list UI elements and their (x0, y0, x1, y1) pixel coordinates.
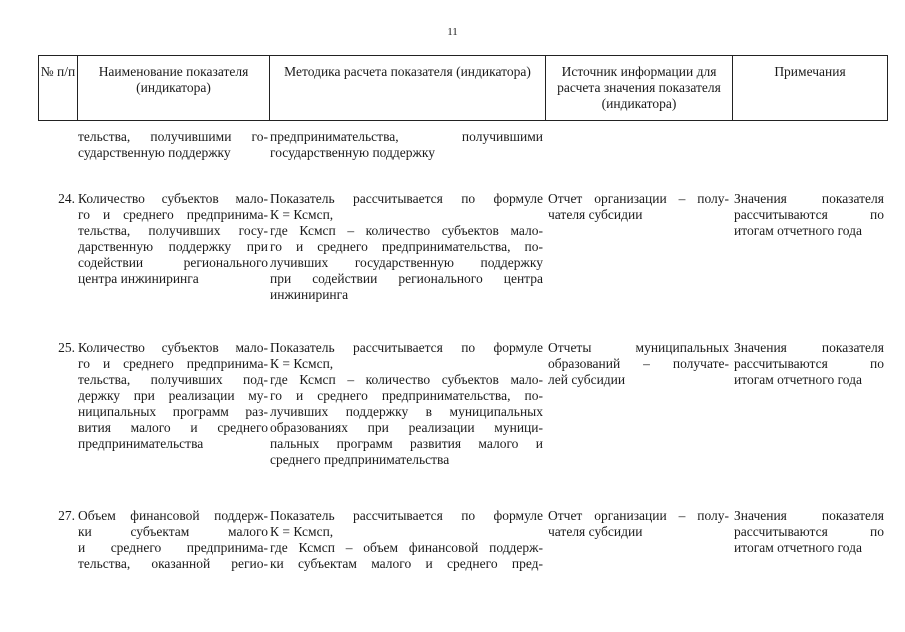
row-24-notes (734, 191, 884, 239)
row-notes-line: рассчитываются по (734, 356, 884, 371)
row-name-line: держку при реализации му- (78, 388, 268, 403)
row-source-line: чателя субсидии (548, 207, 643, 222)
row-source-line: Отчеты муниципальных (548, 340, 729, 355)
row-method-line: где Ксмсп – количество субъектов мало- (270, 372, 543, 387)
header-method: Методика расчета показателя (индикатора) (270, 56, 546, 120)
row-method-line: К = Ксмсп, (270, 524, 334, 539)
indicator-table (38, 55, 888, 571)
row-25-name (78, 340, 268, 452)
row-method-line: образованиях при реализации муници- (270, 420, 543, 435)
row-name-line: предпринимательства (78, 436, 204, 451)
header-source: Источник информации для расчета значения показателя (индикатора) (546, 56, 733, 120)
row-27-method (270, 508, 543, 572)
row-method-line: Показатель рассчитывается по формуле (270, 340, 543, 355)
row-notes-line: Значения показателя (734, 191, 884, 206)
row-method-line: го и среднего предпринимательства, по- (270, 239, 543, 254)
row-name-line: и среднего предпринима- (78, 540, 268, 555)
header-name: Наименование показателя (индикатора) (78, 56, 270, 120)
row-24-num: 24. (58, 191, 75, 206)
row-method-line: при содействии регионального центра (270, 271, 543, 286)
row-name-line: Количество субъектов мало- (78, 191, 268, 206)
continuation-method (270, 129, 543, 161)
row-name-line: вития малого и среднего (78, 420, 268, 435)
row-source-line: лей субсидии (548, 372, 626, 387)
row-name-line: ниципальных программ раз- (78, 404, 268, 419)
row-notes-line: итогам отчетного года (734, 372, 863, 387)
row-method-line: К = Ксмсп, (270, 356, 334, 371)
row-notes-line: рассчитываются по (734, 207, 884, 222)
row-27-source (548, 508, 729, 540)
row-25-method (270, 340, 543, 468)
row-method-line: где Ксмсп – объем финансовой поддерж- (270, 540, 543, 555)
page-number: 11 (447, 26, 458, 38)
row-name-line: Количество субъектов мало- (78, 340, 268, 355)
row-24-source (548, 191, 729, 223)
row-method-line: го и среднего предпринимательства, по- (270, 388, 543, 403)
row-method-line: среднего предпринимательства (270, 452, 450, 467)
row-24-method (270, 191, 543, 303)
row-method-line: ки субъектам малого и среднего пред- (270, 556, 543, 571)
continuation-method-line: предпринимательства, получившими (270, 129, 543, 144)
row-25-source (548, 340, 729, 388)
row-method-line: лучивших поддержку в муниципальных (270, 404, 543, 419)
row-name-line: Объем финансовой поддерж- (78, 508, 268, 523)
row-name-line: го и среднего предпринима- (78, 207, 268, 222)
continuation-name-line: сударственную поддержку (78, 145, 231, 160)
row-method-line: пальных программ развития малого и (270, 436, 543, 451)
row-notes-line: Значения показателя (734, 340, 884, 355)
continuation-name-line: тельства, получившими го- (78, 129, 268, 144)
row-27-num: 27. (58, 508, 75, 523)
table-header (38, 55, 888, 121)
row-source-line: чателя субсидии (548, 524, 643, 539)
continuation-name (78, 129, 268, 161)
row-method-line: где Ксмсп – количество субъектов мало- (270, 223, 543, 238)
header-notes: Примечания (774, 64, 846, 79)
row-25-num: 25. (58, 340, 75, 355)
row-method-line: инжиниринга (270, 287, 349, 302)
row-notes-line: итогам отчетного года (734, 540, 863, 555)
row-24-name (78, 191, 268, 287)
row-name-line: го и среднего предпринима- (78, 356, 268, 371)
continuation-method-line: государственную поддержку (270, 145, 435, 160)
row-method-line: Показатель рассчитывается по формуле (270, 191, 543, 206)
row-name-line: тельства, получивших под- (78, 372, 268, 387)
row-name-line: центра инжиниринга (78, 271, 199, 286)
row-27-name (78, 508, 268, 572)
row-source-line: Отчет организации – полу- (548, 508, 729, 523)
row-method-line: К = Ксмсп, (270, 207, 334, 222)
row-name-line: ки субъектам малого (78, 524, 268, 539)
row-source-line: образований – получате- (548, 356, 729, 371)
row-name-line: тельства, получивших госу- (78, 223, 268, 238)
row-method-line: Показатель рассчитывается по формуле (270, 508, 543, 523)
row-27-notes (734, 508, 884, 556)
row-name-line: тельства, оказанной регио- (78, 556, 268, 571)
row-name-line: содействии регионального (78, 255, 268, 270)
row-name-line: дарственную поддержку при (78, 239, 268, 254)
row-notes-line: итогам отчетного года (734, 223, 863, 238)
row-source-line: Отчет организации – полу- (548, 191, 729, 206)
row-notes-line: рассчитываются по (734, 524, 884, 539)
row-notes-line: Значения показателя (734, 508, 884, 523)
header-num: № п/п (39, 56, 78, 120)
row-method-line: лучивших государственную поддержку (270, 255, 543, 270)
row-25-notes (734, 340, 884, 388)
